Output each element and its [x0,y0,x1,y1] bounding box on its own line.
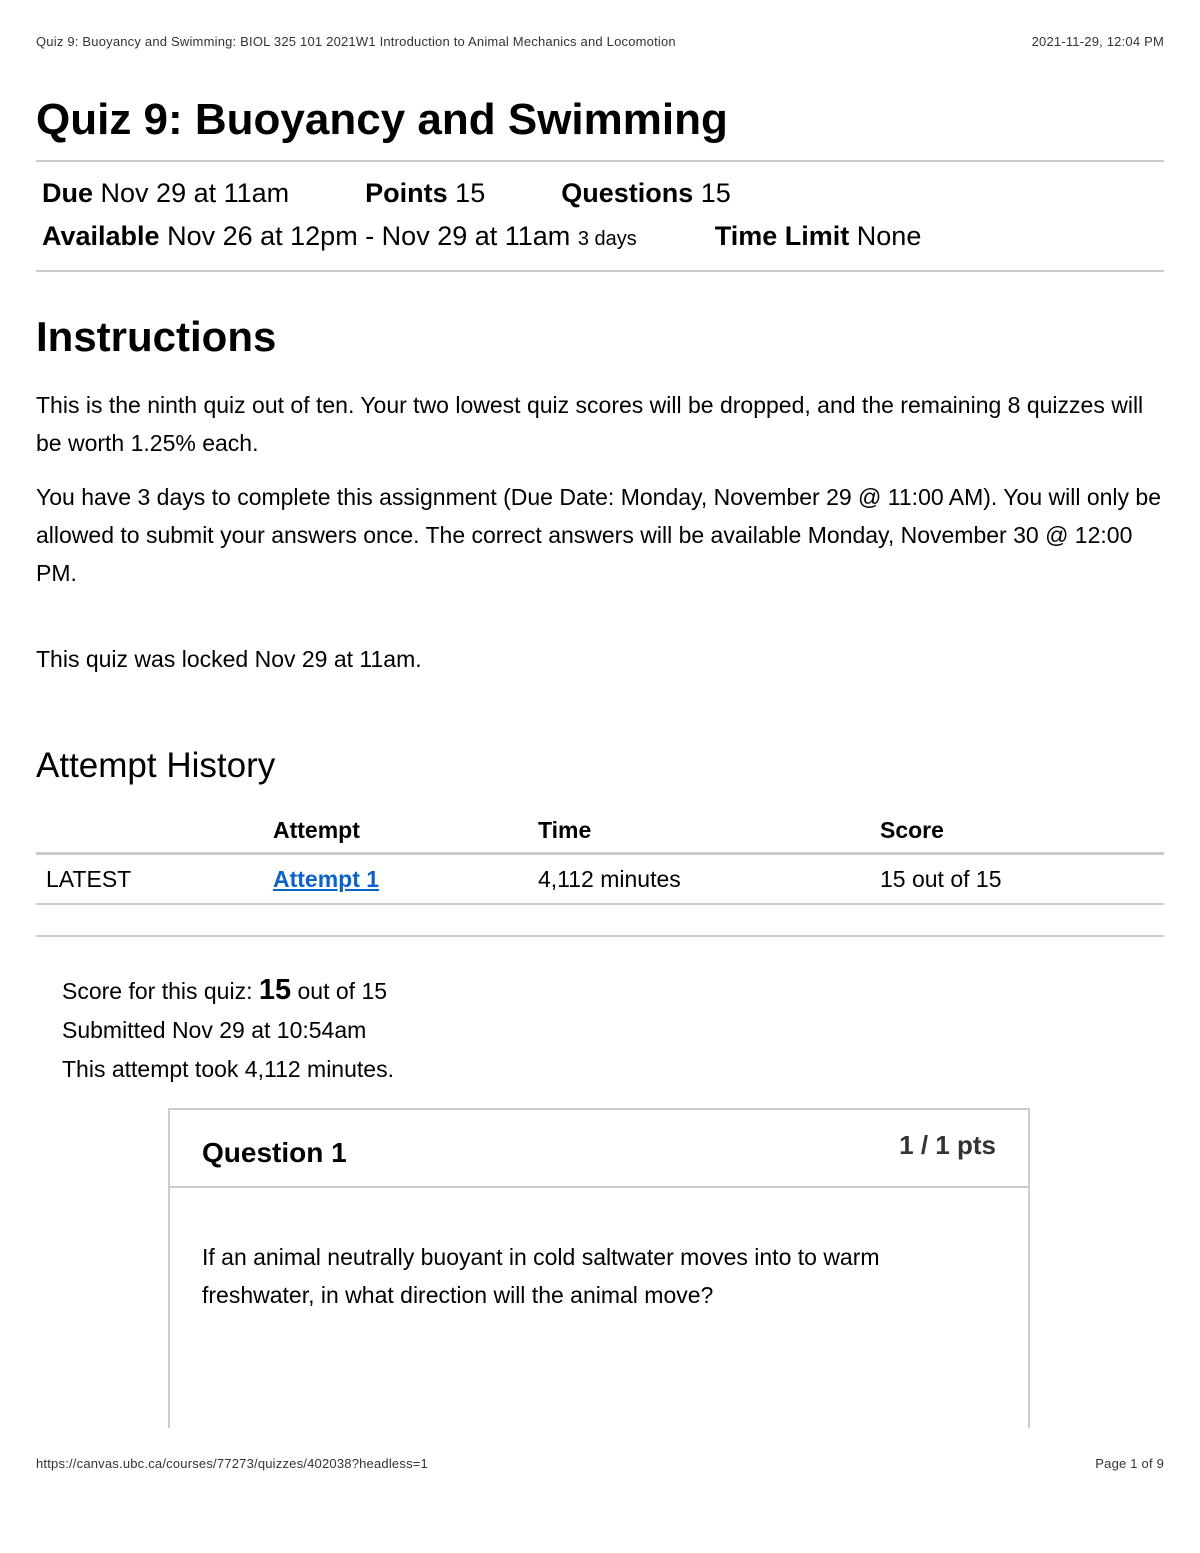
attempt-duration: This attempt took 4,112 minutes. [62,1056,394,1082]
attempt-score: 15 out of 15 [880,854,1164,905]
attempt-time: 4,112 minutes [538,854,880,905]
score-line [62,971,1164,1011]
question-title: Question 1 [202,1137,347,1168]
quiz-details-row-2 [42,215,1164,258]
due-value: Nov 29 at 11am [100,178,290,208]
instructions-paragraph: This is the ninth quiz out of ten. Your two lowest quiz scores will be dropped, and the remaining 8 quizzes will be worth 1.25% each. [36,392,1144,456]
attempt-link[interactable]: Attempt 1 [273,865,380,892]
score-suffix: out of 15 [297,978,388,1004]
question-header [170,1110,1028,1188]
available-duration: 3 days [577,228,637,250]
questions-value: 15 [700,178,731,208]
column-header [36,808,273,854]
questions-count [561,172,731,215]
page-number: Page 1 of 9 [1095,1456,1164,1471]
score-value: 15 [258,974,292,1006]
points-value: 15 [455,178,486,208]
quiz-content [36,92,1164,1308]
instructions-paragraph: You have 3 days to complete this assignment (Due Date: Monday, November 29 @ 11:00 AM). You will only be allowed to submit your answers once. The correct answers will be available Monday, November 30 @ 12:00 PM. [36,484,1161,586]
question-points: 1 / 1 pts [899,1129,996,1160]
print-footer [36,1456,1164,1471]
score-prefix: Score for this quiz: [62,978,253,1004]
column-header: Time [538,808,880,854]
due-date [42,172,289,215]
print-header [36,34,1164,49]
attempt-history-heading: Attempt History [36,746,276,785]
available-label: Available [42,221,160,251]
divider [36,270,1164,272]
question-card [168,1108,1030,1428]
table-row [36,854,1164,905]
question-text: If an animal neutrally buoyant in cold saltwater moves into to warm freshwater, in what direction will the animal move? [202,1244,880,1308]
submitted-time: Submitted Nov 29 at 10:54am [62,1017,367,1043]
score-summary [36,937,1164,1089]
available-value: Nov 26 at 12pm - Nov 29 at 11am [167,221,571,251]
time-limit-label: Time Limit [714,221,850,251]
points [365,172,485,215]
table-header-row [36,808,1164,854]
print-header-title: Quiz 9: Buoyancy and Swimming: BIOL 325 101 2021W1 Introduction to Animal Mechanics and Locomotion [36,34,676,49]
column-header: Attempt [273,808,538,854]
questions-label: Questions [561,178,694,208]
page-url: https://canvas.ubc.ca/courses/77273/quizzes/402038?headless=1 [36,1456,428,1471]
time-limit-value: None [856,221,922,251]
attempt-history-table [36,808,1164,905]
due-label: Due [42,178,94,208]
page-title: Quiz 9: Buoyancy and Swimming [36,95,728,144]
quiz-details-row-1 [42,172,1164,215]
attempt-cell [273,854,538,905]
column-header: Score [880,808,1164,854]
time-limit [715,215,922,258]
points-label: Points [365,178,448,208]
lock-notice: This quiz was locked Nov 29 at 11am. [36,646,422,672]
attempt-status: LATEST [36,854,273,905]
quiz-details [36,162,1164,270]
availability [42,215,637,261]
instructions-heading: Instructions [36,313,277,360]
print-header-timestamp: 2021-11-29, 12:04 PM [1031,34,1164,49]
